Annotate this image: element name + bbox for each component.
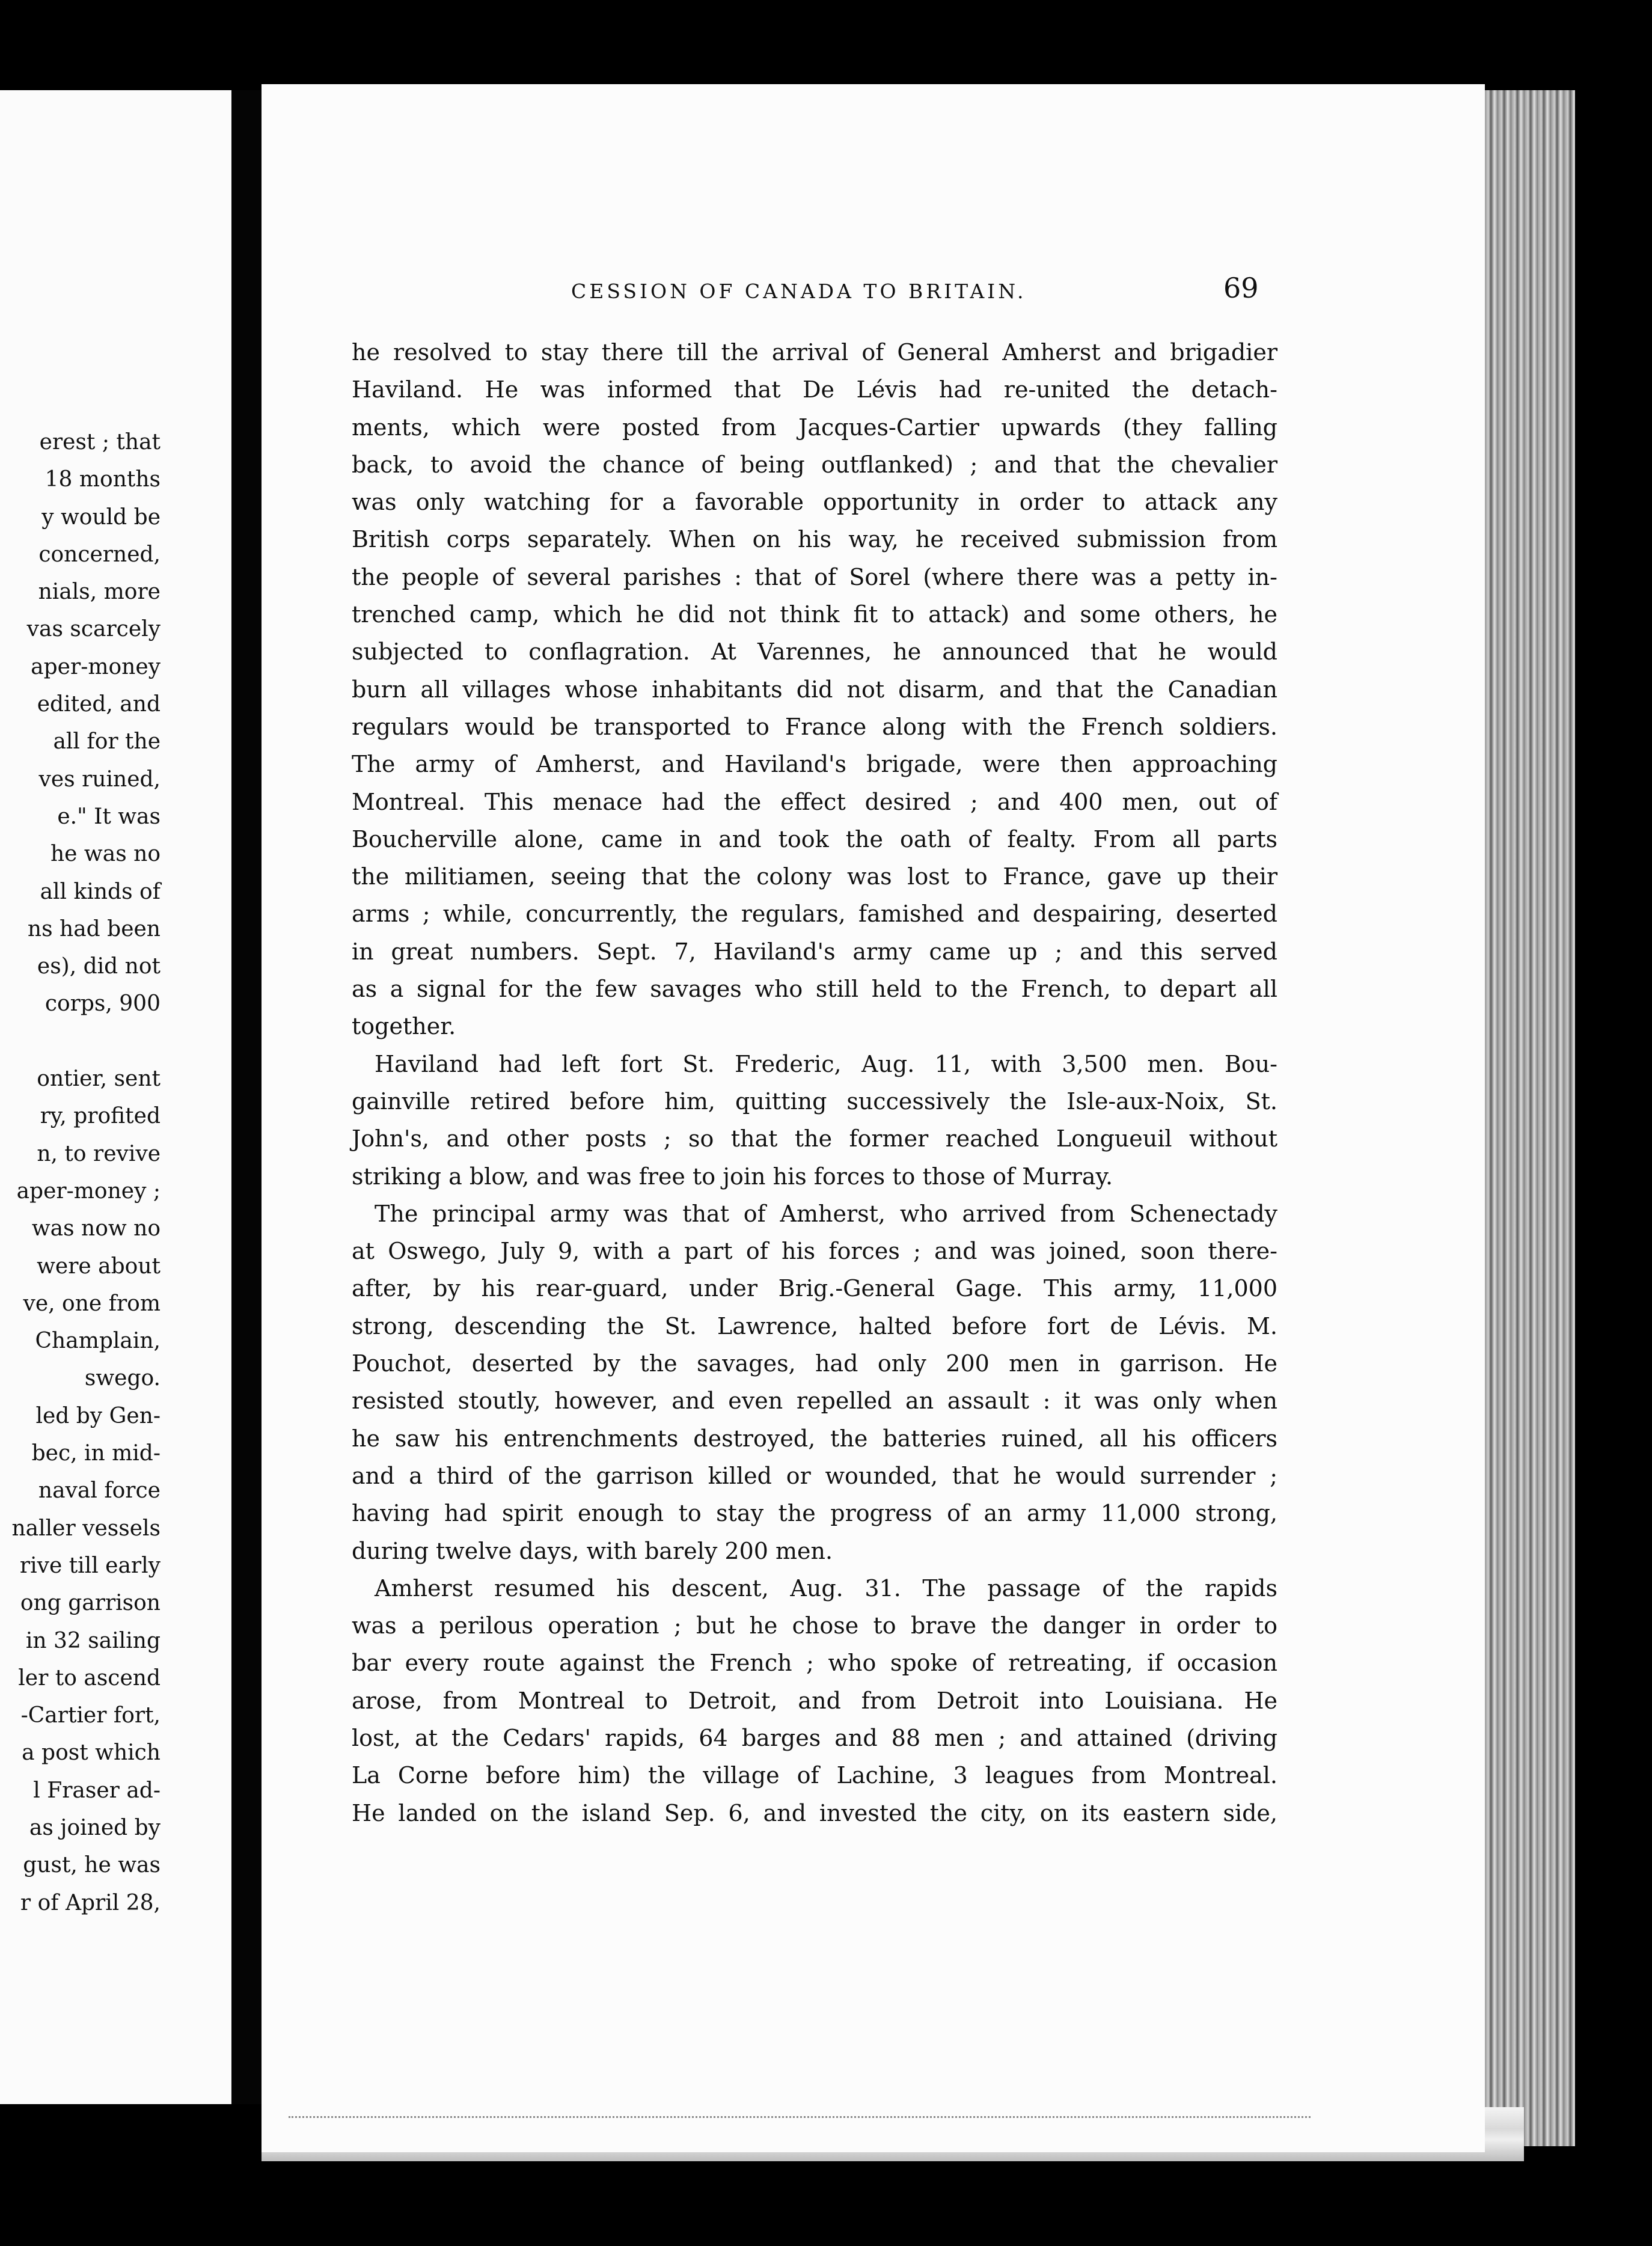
left-page-line: swego.: [84, 1366, 161, 1391]
left-page-line: ns had been: [27, 916, 161, 941]
text-line: John's, and other posts ; so that the former reached Longueuil without: [352, 1125, 1277, 1152]
left-page-line: y would be: [41, 504, 161, 530]
left-page-line: ontier, sent: [37, 1066, 161, 1092]
text-line: bar every route against the French ; who spoke of retreating, if occasion: [352, 1650, 1277, 1677]
left-page-line: n, to revive: [37, 1141, 161, 1166]
left-page-line: aper-money: [31, 654, 161, 679]
page-number: 69: [1223, 272, 1259, 304]
left-page-line: [0, 1023, 161, 1060]
left-page-line: a post which: [22, 1740, 161, 1766]
text-line: gainville retired before him, quitting successively the Isle-aux-Noix, St.: [352, 1088, 1277, 1115]
text-line: Montreal. This menace had the effect desired ; and 400 men, out of: [352, 788, 1277, 815]
text-line: during twelve days, with barely 200 men.: [352, 1537, 833, 1564]
left-page-line: were about: [37, 1253, 161, 1279]
left-page-line: naval force: [38, 1478, 161, 1504]
left-page-line: l Fraser ad-: [33, 1778, 161, 1803]
text-line: subjected to conflagration. At Varennes, he announced that he would: [352, 638, 1277, 666]
text-line: resisted stoutly, however, and even repelled an assault : it was only when: [352, 1388, 1277, 1415]
left-page-line: concerned,: [38, 542, 161, 567]
text-line: Boucherville alone, came in and took the oath of fealty. From all parts: [352, 825, 1277, 852]
text-line: regulars would be transported to France along with the French soldiers.: [352, 713, 1277, 740]
text-line: in great numbers. Sept. 7, Haviland's army came up ; and this served: [352, 938, 1277, 965]
left-page-line: -Cartier fort,: [20, 1703, 161, 1728]
left-page-line: ong garrison: [20, 1591, 161, 1616]
text-line: burn all villages whose inhabitants did not disarm, and that the Canadian: [352, 676, 1277, 703]
left-page-line: e." It was: [57, 804, 161, 829]
text-line: together.: [352, 1013, 456, 1040]
text-line: after, by his rear-guard, under Brig.-General Gage. This army, 11,000: [352, 1275, 1277, 1302]
left-page-line: vas scarcely: [26, 617, 161, 642]
left-page-line: ves ruined,: [38, 767, 161, 792]
text-line: he resolved to stay there till the arrival of General Amherst and brigadier: [352, 339, 1277, 366]
left-page-text: [0, 424, 161, 1922]
text-line: British corps separately. When on his way, he received submission from: [352, 526, 1277, 553]
text-line: trenched camp, which he did not think fit to attack) and some others, he: [352, 601, 1277, 628]
left-page-line: es), did not: [37, 954, 161, 979]
left-page-line: ve, one from: [23, 1291, 161, 1316]
left-page-line: r of April 28,: [20, 1890, 161, 1915]
text-line: The army of Amherst, and Haviland's brigade, were then approaching: [352, 751, 1277, 778]
body-text: [352, 334, 1277, 1832]
text-line: the people of several parishes : that of Sorel (where there was a petty in-: [352, 563, 1277, 590]
text-line: back, to avoid the chance of being outflanked) ; and that the chevalier: [352, 451, 1277, 478]
text-line: he saw his entrenchments destroyed, the batteries ruined, all his officers: [352, 1425, 1277, 1452]
left-page-line: Champlain,: [35, 1329, 161, 1354]
text-line: Haviland had left fort St. Frederic, Aug. 11, with 3,500 men. Bou-: [375, 1050, 1277, 1077]
text-line: strong, descending the St. Lawrence, halted before fort de Lévis. M.: [352, 1312, 1277, 1339]
left-page-line: all for the: [53, 729, 161, 754]
text-line: as a signal for the few savages who still held to the French, to depart all: [352, 976, 1277, 1003]
left-page-line: led by Gen-: [35, 1403, 161, 1428]
bottom-rule: [289, 2116, 1311, 2120]
left-page-line: bec, in mid-: [31, 1441, 161, 1466]
text-line: La Corne before him) the village of Lachine, 3 leagues from Montreal.: [352, 1762, 1277, 1789]
text-line: ments, which were posted from Jacques-Cartier upwards (they falling: [352, 414, 1277, 441]
text-line: and a third of the garrison killed or wounded, that he would surrender ;: [352, 1462, 1277, 1489]
left-page-line: as joined by: [29, 1815, 161, 1840]
text-line: Haviland. He was informed that De Lévis had re-united the detach-: [352, 376, 1277, 403]
text-line: lost, at the Cedars' rapids, 64 barges and 88 men ; and attained (driving: [352, 1724, 1277, 1751]
text-line: the militiamen, seeing that the colony was lost to France, gave up their: [352, 863, 1277, 890]
left-facing-page: [0, 90, 231, 2104]
left-page-line: naller vessels: [11, 1516, 161, 1541]
left-page-line: edited, and: [37, 692, 161, 717]
left-page-line: gust, he was: [23, 1853, 161, 1878]
left-page-line: corps, 900: [44, 991, 161, 1017]
text-line: arose, from Montreal to Detroit, and from Detroit into Louisiana. He: [352, 1687, 1277, 1714]
left-page-line: rive till early: [19, 1553, 161, 1578]
left-page-line: ry, profited: [40, 1104, 161, 1129]
left-page-line: he was no: [50, 842, 161, 867]
text-line: He landed on the island Sep. 6, and invested the city, on its eastern side,: [352, 1799, 1277, 1826]
text-line: The principal army was that of Amherst, who arrived from Schenectady: [375, 1200, 1277, 1227]
left-page-line: aper-money ;: [16, 1178, 161, 1204]
left-page-line: erest ; that: [39, 430, 161, 454]
left-page-line: was now no: [31, 1216, 161, 1241]
text-line: was a perilous operation ; but he chose to brave the danger in order to: [352, 1612, 1277, 1639]
left-page-line: ler to ascend: [18, 1665, 161, 1691]
book-gutter: [231, 90, 262, 2104]
left-page-line: in 32 sailing: [25, 1628, 161, 1653]
text-line: striking a blow, and was free to join his forces to those of Murray.: [352, 1163, 1113, 1190]
left-page-line: 18 months: [44, 467, 161, 492]
text-line: Amherst resumed his descent, Aug. 31. The passage of the rapids: [375, 1574, 1277, 1602]
text-line: Pouchot, deserted by the savages, had only 200 men in garrison. He: [352, 1350, 1277, 1377]
text-line: at Oswego, July 9, with a part of his forces ; and was joined, soon there-: [352, 1238, 1277, 1265]
text-line: arms ; while, concurrently, the regulars, famished and despairing, deserted: [352, 901, 1277, 928]
text-line: was only watching for a favorable opportunity in order to attack any: [352, 489, 1277, 516]
running-head: CESSION OF CANADA TO BRITAIN.: [571, 280, 1027, 303]
page-edges-right: [1485, 90, 1575, 2146]
left-page-line: nials, more: [38, 580, 161, 605]
text-line: having had spirit enough to stay the progress of an army 11,000 strong,: [352, 1500, 1277, 1527]
left-page-line: all kinds of: [40, 879, 161, 904]
